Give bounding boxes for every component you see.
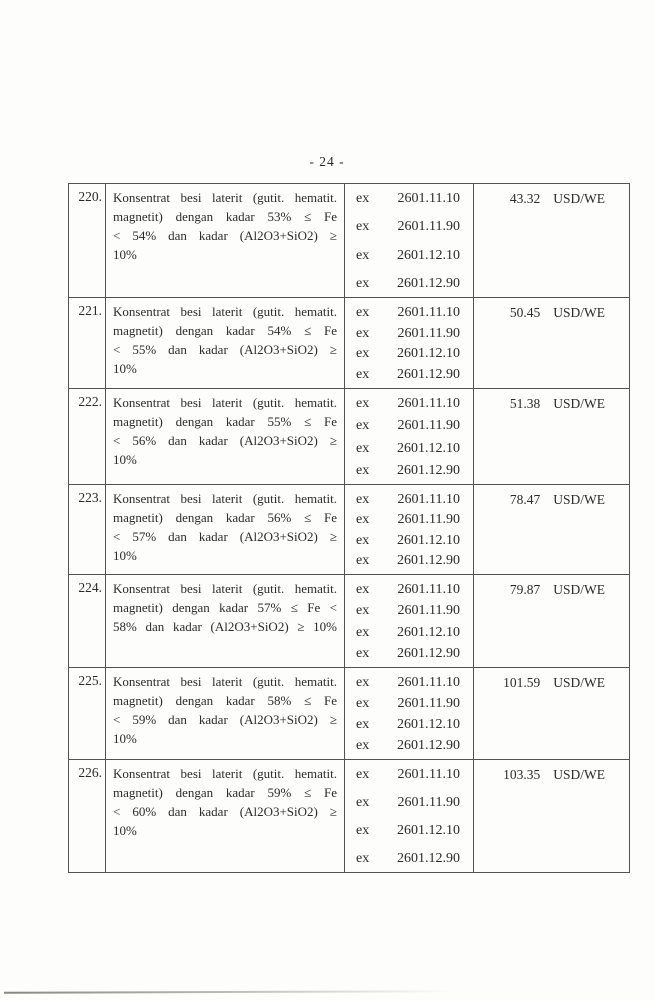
price-value: 103.35 <box>503 767 541 782</box>
hs-code-line <box>356 275 460 293</box>
description-line: Konsentrat besi laterit (gutit. hematit. <box>113 304 337 319</box>
price-line <box>474 395 605 413</box>
hs-code-prefix: ex <box>356 492 370 507</box>
hs-code-prefix: ex <box>356 767 370 782</box>
hs-code-prefix: ex <box>356 346 370 362</box>
price-line <box>474 491 605 509</box>
hs-code-line <box>356 850 460 868</box>
hs-code-prefix: ex <box>356 552 370 568</box>
price-line <box>474 304 605 322</box>
price-unit: USD/WE <box>553 767 605 782</box>
price-cell <box>474 760 629 872</box>
hs-code-prefix: ex <box>356 396 370 411</box>
price-value: 43.32 <box>509 191 541 206</box>
hs-code-value: 2601.11.10 <box>397 305 460 320</box>
hs-code-line <box>356 325 460 343</box>
description-line: < 56% dan kadar (Al2O3+SiO2) ≥ <box>113 433 337 448</box>
description-cell <box>106 485 345 574</box>
hs-code-line <box>356 822 460 840</box>
hs-code-value: 2601.11.90 <box>397 325 460 341</box>
table-row <box>69 184 629 298</box>
hs-code-line <box>356 395 460 413</box>
description-line: < 57% dan kadar (Al2O3+SiO2) ≥ <box>113 529 337 544</box>
description-line: Konsentrat besi laterit (gutit. hematit. <box>113 491 337 506</box>
price-line <box>474 190 605 208</box>
hs-code-value: 2601.11.90 <box>397 603 460 619</box>
row-number: 225. <box>78 673 102 688</box>
description-line: 10% <box>113 452 137 467</box>
price-value: 51.38 <box>509 396 541 411</box>
hs-code-value: 2601.11.10 <box>397 767 460 782</box>
hs-codes-cell <box>345 760 474 872</box>
row-number-cell <box>69 668 106 759</box>
description-line: 10% <box>113 823 137 838</box>
hs-codes-cell <box>345 575 474 667</box>
hs-code-value: 2601.12.90 <box>397 851 460 866</box>
table-row <box>69 485 629 575</box>
hs-code-line <box>356 737 460 755</box>
description-line: Konsentrat besi laterit (gutit. hematit. <box>113 395 337 410</box>
hs-code-prefix: ex <box>356 675 370 690</box>
hs-code-prefix: ex <box>356 603 370 619</box>
table-row <box>69 298 629 389</box>
hs-code-line <box>356 581 460 599</box>
hs-code-prefix: ex <box>356 717 370 732</box>
hs-codes-cell <box>345 668 474 759</box>
description-line: 10% <box>113 731 137 746</box>
description-line: 10% <box>113 247 137 262</box>
hs-code-prefix: ex <box>356 418 370 434</box>
price-unit: USD/WE <box>553 582 605 597</box>
hs-code-prefix: ex <box>356 823 370 838</box>
hs-code-line <box>356 417 460 435</box>
row-number-cell <box>69 575 106 667</box>
hs-code-value: 2601.12.10 <box>397 717 460 732</box>
price-line <box>474 674 605 692</box>
hs-codes-cell <box>345 485 474 574</box>
description-cell <box>106 298 345 388</box>
hs-code-line <box>356 602 460 620</box>
price-unit: USD/WE <box>553 675 605 690</box>
hs-code-prefix: ex <box>356 219 370 235</box>
hs-codes-cell <box>345 184 474 297</box>
description-line: magnetit) dengan kadar 56% ≤ Fe <box>113 510 337 525</box>
hs-code-line <box>356 462 460 480</box>
hs-code-line <box>356 645 460 663</box>
hs-code-prefix: ex <box>356 275 370 291</box>
price-unit: USD/WE <box>553 492 605 507</box>
hs-code-prefix: ex <box>356 305 370 320</box>
hs-code-value: 2601.12.10 <box>397 532 460 548</box>
price-cell <box>474 668 629 759</box>
hs-code-line <box>356 304 460 322</box>
hs-code-value: 2601.11.10 <box>397 492 460 507</box>
description-line: 10% <box>113 548 137 563</box>
row-number-cell <box>69 184 106 297</box>
description-cell <box>106 575 345 667</box>
hs-code-line <box>356 345 460 363</box>
hs-code-value: 2601.12.90 <box>397 645 460 661</box>
price-unit: USD/WE <box>553 305 605 320</box>
description-line: Konsentrat besi laterit (gutit. hematit. <box>113 190 337 205</box>
hs-code-prefix: ex <box>356 851 370 866</box>
table-row <box>69 575 629 668</box>
hs-code-line <box>356 218 460 236</box>
hs-code-value: 2601.12.90 <box>397 552 460 568</box>
description-line: < 54% dan kadar (Al2O3+SiO2) ≥ <box>113 228 337 243</box>
description-line: Konsentrat besi laterit (gutit. hematit. <box>113 581 337 596</box>
row-number-cell <box>69 485 106 574</box>
hs-code-value: 2601.12.10 <box>397 247 460 263</box>
hs-code-prefix: ex <box>356 696 370 711</box>
hs-code-value: 2601.12.90 <box>397 275 460 291</box>
description-line: magnetit) dengan kadar 59% ≤ Fe <box>113 785 337 800</box>
description-line: magnetit) dengan kadar 54% ≤ Fe <box>113 323 337 338</box>
row-number-cell <box>69 389 106 484</box>
hs-code-line <box>356 766 460 784</box>
hs-code-value: 2601.11.90 <box>397 795 460 810</box>
table-row <box>69 760 629 872</box>
hs-code-value: 2601.12.90 <box>397 462 460 478</box>
hs-code-line <box>356 366 460 384</box>
description-cell <box>106 668 345 759</box>
hs-code-line <box>356 532 460 550</box>
price-line <box>474 581 605 599</box>
hs-code-value: 2601.11.90 <box>397 696 460 711</box>
row-number: 222. <box>78 394 102 409</box>
hs-code-prefix: ex <box>356 366 370 382</box>
hs-code-line <box>356 190 460 208</box>
description-cell <box>106 184 345 297</box>
row-number: 226. <box>78 765 102 780</box>
hs-codes-cell <box>345 298 474 388</box>
hs-code-value: 2601.12.90 <box>397 366 460 382</box>
description-line: magnetit) dengan kadar 58% ≤ Fe <box>113 693 337 708</box>
description-line: magnetit) dengan kadar 57% ≤ Fe < <box>113 600 337 615</box>
hs-code-prefix: ex <box>356 624 370 640</box>
hs-code-prefix: ex <box>356 462 370 478</box>
price-cell <box>474 575 629 667</box>
description-line: < 59% dan kadar (Al2O3+SiO2) ≥ <box>113 712 337 727</box>
hs-code-prefix: ex <box>356 645 370 661</box>
price-cell <box>474 485 629 574</box>
hs-code-value: 2601.12.10 <box>397 624 460 640</box>
hs-code-prefix: ex <box>356 582 370 597</box>
hs-code-value: 2601.12.10 <box>397 823 460 838</box>
price-value: 101.59 <box>503 675 541 690</box>
row-number: 223. <box>78 490 102 505</box>
scan-artifact-line <box>4 990 452 993</box>
description-cell <box>106 389 345 484</box>
price-unit: USD/WE <box>553 396 605 411</box>
hs-code-value: 2601.11.90 <box>397 418 460 434</box>
hs-code-line <box>356 491 460 509</box>
row-number-cell <box>69 760 106 872</box>
hs-codes-cell <box>345 389 474 484</box>
hs-code-line <box>356 247 460 265</box>
description-line: magnetit) dengan kadar 53% ≤ Fe <box>113 209 337 224</box>
hs-code-value: 2601.11.10 <box>397 191 460 206</box>
price-value: 78.47 <box>509 492 541 507</box>
row-number-cell <box>69 298 106 388</box>
price-line <box>474 766 605 784</box>
hs-code-prefix: ex <box>356 325 370 341</box>
description-line: < 55% dan kadar (Al2O3+SiO2) ≥ <box>113 342 337 357</box>
price-unit: USD/WE <box>553 191 605 206</box>
hs-code-line <box>356 695 460 713</box>
hs-code-prefix: ex <box>356 532 370 548</box>
hs-code-line <box>356 511 460 529</box>
price-cell <box>474 184 629 297</box>
hs-code-value: 2601.12.10 <box>397 440 460 456</box>
description-line: < 60% dan kadar (Al2O3+SiO2) ≥ <box>113 804 337 819</box>
hs-code-line <box>356 624 460 642</box>
hs-code-value: 2601.12.10 <box>397 346 460 362</box>
hs-code-value: 2601.11.10 <box>397 582 460 597</box>
hs-code-line <box>356 674 460 692</box>
price-cell <box>474 298 629 388</box>
hs-code-line <box>356 440 460 458</box>
hs-code-value: 2601.12.90 <box>397 738 460 753</box>
hs-code-prefix: ex <box>356 795 370 810</box>
description-line: 58% dan kadar (Al2O3+SiO2) ≥ 10% <box>113 619 337 634</box>
table-row <box>69 668 629 760</box>
price-value: 79.87 <box>509 582 541 597</box>
price-cell <box>474 389 629 484</box>
hs-code-line <box>356 794 460 812</box>
hs-code-value: 2601.11.90 <box>397 512 460 528</box>
hs-code-prefix: ex <box>356 738 370 753</box>
hs-code-prefix: ex <box>356 191 370 206</box>
hs-code-line <box>356 552 460 570</box>
hs-code-prefix: ex <box>356 440 370 456</box>
hs-code-prefix: ex <box>356 512 370 528</box>
page-number: - 24 - <box>309 154 345 169</box>
hs-code-line <box>356 716 460 734</box>
tariff-table <box>68 183 630 873</box>
row-number: 224. <box>78 580 102 595</box>
row-number: 221. <box>78 303 102 318</box>
table-row <box>69 389 629 485</box>
hs-code-value: 2601.11.10 <box>397 396 460 411</box>
price-value: 50.45 <box>509 305 541 320</box>
description-line: Konsentrat besi laterit (gutit. hematit. <box>113 674 337 689</box>
row-number: 220. <box>78 189 102 204</box>
description-cell <box>106 760 345 872</box>
hs-code-value: 2601.11.10 <box>397 675 460 690</box>
hs-code-prefix: ex <box>356 247 370 263</box>
hs-code-value: 2601.11.90 <box>397 219 460 235</box>
description-line: Konsentrat besi laterit (gutit. hematit. <box>113 766 337 781</box>
description-line: magnetit) dengan kadar 55% ≤ Fe <box>113 414 337 429</box>
description-line: 10% <box>113 361 137 376</box>
